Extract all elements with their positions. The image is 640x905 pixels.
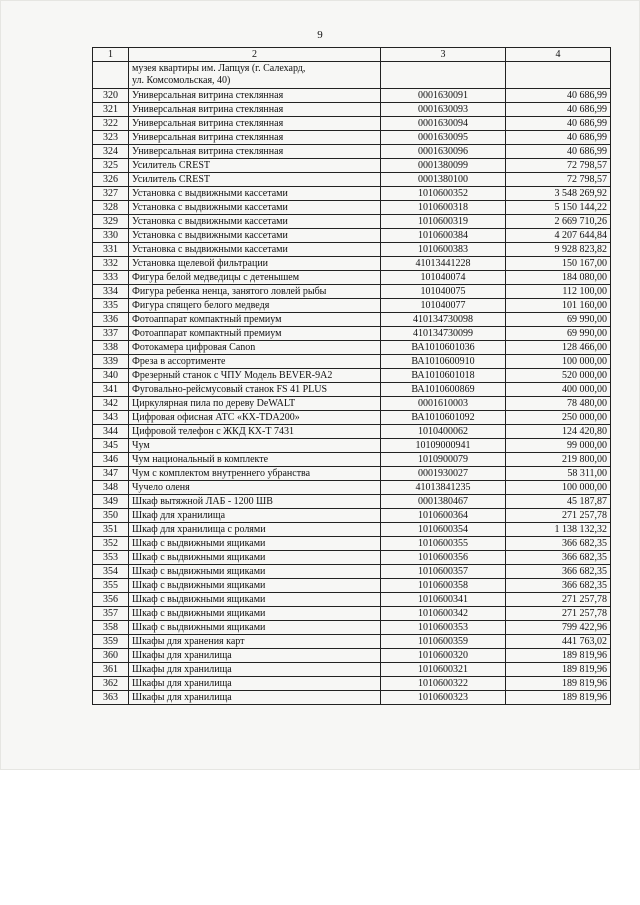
book-value: 9 928 823,82 <box>506 243 611 257</box>
item-name: Шкаф с выдвижными ящиками <box>129 593 381 607</box>
book-value: 69 990,00 <box>506 313 611 327</box>
table-row <box>93 439 611 453</box>
book-value: 184 080,00 <box>506 271 611 285</box>
item-name: Шкаф с выдвижными ящиками <box>129 579 381 593</box>
header-col-4: 4 <box>506 48 611 62</box>
item-name: Цифровой телефон с ЖКД КХ-Т 7431 <box>129 425 381 439</box>
row-number: 328 <box>93 201 129 215</box>
inventory-code: 1010600323 <box>381 691 506 705</box>
table-row <box>93 481 611 495</box>
table-row <box>93 397 611 411</box>
book-value: 366 682,35 <box>506 565 611 579</box>
item-name: Шкафы для хранилища <box>129 677 381 691</box>
inventory-code: 1010600352 <box>381 187 506 201</box>
item-name: Фуговально-рейсмусовый станок FS 41 PLUS <box>129 383 381 397</box>
table-row <box>93 663 611 677</box>
table-row <box>93 537 611 551</box>
item-name: Шкаф с выдвижными ящиками <box>129 537 381 551</box>
item-name: Универсальная витрина стеклянная <box>129 103 381 117</box>
item-name: Универсальная витрина стеклянная <box>129 89 381 103</box>
book-value: 58 311,00 <box>506 467 611 481</box>
item-name: Шкафы для хранилища <box>129 663 381 677</box>
row-number: 362 <box>93 677 129 691</box>
inventory-code: 1010600384 <box>381 229 506 243</box>
inventory-code: 0001630094 <box>381 117 506 131</box>
table-row <box>93 201 611 215</box>
inventory-code: ВА1010600869 <box>381 383 506 397</box>
row-number: 338 <box>93 341 129 355</box>
item-name: Шкафы для хранения карт <box>129 635 381 649</box>
continuation-code-cell <box>381 62 506 89</box>
item-name: Установка с выдвижными кассетами <box>129 215 381 229</box>
table-row <box>93 187 611 201</box>
row-number: 321 <box>93 103 129 117</box>
inventory-code: 1010600355 <box>381 537 506 551</box>
table-row <box>93 635 611 649</box>
table-row <box>93 621 611 635</box>
item-name: Шкафы для хранилища <box>129 649 381 663</box>
table-row <box>93 579 611 593</box>
table-row <box>93 677 611 691</box>
table-row <box>93 495 611 509</box>
row-number: 343 <box>93 411 129 425</box>
row-number: 331 <box>93 243 129 257</box>
book-value: 69 990,00 <box>506 327 611 341</box>
inventory-code: 0001610003 <box>381 397 506 411</box>
book-value: 4 207 644,84 <box>506 229 611 243</box>
table-row <box>93 313 611 327</box>
item-name: Фреза в ассортименте <box>129 355 381 369</box>
book-value: 366 682,35 <box>506 537 611 551</box>
item-name: Фрезерный станок с ЧПУ Модель BEVER-9A2 <box>129 369 381 383</box>
row-number: 349 <box>93 495 129 509</box>
row-number: 323 <box>93 131 129 145</box>
item-name: Фигура белой медведицы с детенышем <box>129 271 381 285</box>
item-name: Установка с выдвижными кассетами <box>129 187 381 201</box>
inventory-code: ВА1010601092 <box>381 411 506 425</box>
table-row <box>93 551 611 565</box>
inventory-code: 10109000941 <box>381 439 506 453</box>
row-number: 352 <box>93 537 129 551</box>
inventory-code: 1010600321 <box>381 663 506 677</box>
table-row <box>93 509 611 523</box>
row-number: 363 <box>93 691 129 705</box>
inventory-code: 101040075 <box>381 285 506 299</box>
inventory-code: 1010600320 <box>381 649 506 663</box>
book-value: 40 686,99 <box>506 131 611 145</box>
book-value: 5 150 144,22 <box>506 201 611 215</box>
table-row <box>93 383 611 397</box>
item-name: Цифровая офисная АТС «КХ-TDA200» <box>129 411 381 425</box>
inventory-code: 0001630093 <box>381 103 506 117</box>
table-row <box>93 89 611 103</box>
book-value: 219 800,00 <box>506 453 611 467</box>
item-name: Чучело оленя <box>129 481 381 495</box>
inventory-code: 0001380467 <box>381 495 506 509</box>
book-value: 189 819,96 <box>506 649 611 663</box>
row-number: 339 <box>93 355 129 369</box>
book-value: 40 686,99 <box>506 145 611 159</box>
book-value: 441 763,02 <box>506 635 611 649</box>
row-number: 334 <box>93 285 129 299</box>
book-value: 128 466,00 <box>506 341 611 355</box>
inventory-code: 1010600322 <box>381 677 506 691</box>
inventory-code: 410134730098 <box>381 313 506 327</box>
row-number: 327 <box>93 187 129 201</box>
header-col-1: 1 <box>93 48 129 62</box>
row-number: 355 <box>93 579 129 593</box>
row-number: 354 <box>93 565 129 579</box>
row-number: 360 <box>93 649 129 663</box>
book-value: 40 686,99 <box>506 103 611 117</box>
book-value: 45 187,87 <box>506 495 611 509</box>
table-header-row <box>93 48 611 62</box>
table-row <box>93 327 611 341</box>
item-name: Фигура ребенка ненца, занятого ловлей рыбы <box>129 285 381 299</box>
table-row <box>93 229 611 243</box>
row-number: 353 <box>93 551 129 565</box>
book-value: 271 257,78 <box>506 593 611 607</box>
row-number: 358 <box>93 621 129 635</box>
table-row <box>93 271 611 285</box>
inventory-code: 0001380099 <box>381 159 506 173</box>
table-row <box>93 159 611 173</box>
row-number: 346 <box>93 453 129 467</box>
row-number: 336 <box>93 313 129 327</box>
item-name: Чум <box>129 439 381 453</box>
inventory-code: 0001930027 <box>381 467 506 481</box>
inventory-code: 1010900079 <box>381 453 506 467</box>
book-value: 72 798,57 <box>506 159 611 173</box>
inventory-code: 0001630095 <box>381 131 506 145</box>
book-value: 150 167,00 <box>506 257 611 271</box>
book-value: 3 548 269,92 <box>506 187 611 201</box>
continuation-line-1: музея квартиры им. Лапцуя (г. Салехард, <box>132 63 306 74</box>
row-number: 329 <box>93 215 129 229</box>
book-value: 189 819,96 <box>506 691 611 705</box>
inventory-table <box>92 47 611 705</box>
book-value: 271 257,78 <box>506 607 611 621</box>
item-name: Шкаф для хранилища <box>129 509 381 523</box>
item-name: Усилитель CREST <box>129 173 381 187</box>
continuation-number-cell <box>93 62 129 89</box>
table-row <box>93 425 611 439</box>
book-value: 100 000,00 <box>506 355 611 369</box>
table-row <box>93 117 611 131</box>
inventory-code: 1010600358 <box>381 579 506 593</box>
table-row <box>93 341 611 355</box>
table-row <box>93 103 611 117</box>
row-number: 332 <box>93 257 129 271</box>
inventory-code: 0001630096 <box>381 145 506 159</box>
row-number: 326 <box>93 173 129 187</box>
row-number: 325 <box>93 159 129 173</box>
row-number: 345 <box>93 439 129 453</box>
book-value: 100 000,00 <box>506 481 611 495</box>
inventory-code: 41013841235 <box>381 481 506 495</box>
table-row <box>93 565 611 579</box>
inventory-code: 410134730099 <box>381 327 506 341</box>
book-value: 40 686,99 <box>506 89 611 103</box>
item-name: Фигура спящего белого медведя <box>129 299 381 313</box>
item-name: Циркулярная пила по дереву DeWALT <box>129 397 381 411</box>
inventory-code: 0001380100 <box>381 173 506 187</box>
inventory-code: 1010600341 <box>381 593 506 607</box>
row-number: 357 <box>93 607 129 621</box>
book-value: 1 138 132,32 <box>506 523 611 537</box>
continuation-value-cell <box>506 62 611 89</box>
book-value: 189 819,96 <box>506 663 611 677</box>
table-row <box>93 299 611 313</box>
item-name: Фотокамера цифровая Canon <box>129 341 381 355</box>
book-value: 112 100,00 <box>506 285 611 299</box>
table-row <box>93 355 611 369</box>
inventory-code: 1010600383 <box>381 243 506 257</box>
inventory-code: 1010600342 <box>381 607 506 621</box>
inventory-code: 1010600354 <box>381 523 506 537</box>
book-value: 2 669 710,26 <box>506 215 611 229</box>
book-value: 366 682,35 <box>506 551 611 565</box>
row-number: 347 <box>93 467 129 481</box>
row-number: 348 <box>93 481 129 495</box>
book-value: 40 686,99 <box>506 117 611 131</box>
book-value: 189 819,96 <box>506 677 611 691</box>
book-value: 400 000,00 <box>506 383 611 397</box>
row-number: 335 <box>93 299 129 313</box>
table-row <box>93 453 611 467</box>
item-name: Установка с выдвижными кассетами <box>129 201 381 215</box>
table-row <box>93 131 611 145</box>
table-row <box>93 215 611 229</box>
row-number: 340 <box>93 369 129 383</box>
row-number: 333 <box>93 271 129 285</box>
page-number: 9 <box>317 29 323 41</box>
item-name: Установка с выдвижными кассетами <box>129 229 381 243</box>
inventory-code: 1010600359 <box>381 635 506 649</box>
item-name: Шкаф с выдвижными ящиками <box>129 551 381 565</box>
table-row <box>93 467 611 481</box>
table-row <box>93 691 611 705</box>
row-number: 351 <box>93 523 129 537</box>
table-row <box>93 411 611 425</box>
item-name: Универсальная витрина стеклянная <box>129 131 381 145</box>
inventory-code: ВА1010600910 <box>381 355 506 369</box>
continuation-line-2: ул. Комсомольская, 40) <box>132 75 231 86</box>
table-row <box>93 257 611 271</box>
item-name: Шкаф для хранилища с ролями <box>129 523 381 537</box>
table-row <box>93 285 611 299</box>
item-name: Универсальная витрина стеклянная <box>129 117 381 131</box>
inventory-code: 1010400062 <box>381 425 506 439</box>
table-row <box>93 369 611 383</box>
row-number: 344 <box>93 425 129 439</box>
book-value: 101 160,00 <box>506 299 611 313</box>
book-value: 99 000,00 <box>506 439 611 453</box>
row-number: 330 <box>93 229 129 243</box>
table-row <box>93 145 611 159</box>
inventory-code: 1010600318 <box>381 201 506 215</box>
book-value: 72 798,57 <box>506 173 611 187</box>
row-number: 356 <box>93 593 129 607</box>
table-row <box>93 243 611 257</box>
inventory-code: ВА1010601018 <box>381 369 506 383</box>
book-value: 799 422,96 <box>506 621 611 635</box>
row-number: 350 <box>93 509 129 523</box>
row-number: 359 <box>93 635 129 649</box>
header-col-3: 3 <box>381 48 506 62</box>
item-name: Усилитель CREST <box>129 159 381 173</box>
inventory-code: 1010600364 <box>381 509 506 523</box>
inventory-code: 101040074 <box>381 271 506 285</box>
book-value: 124 420,80 <box>506 425 611 439</box>
inventory-code: 1010600356 <box>381 551 506 565</box>
inventory-code: 101040077 <box>381 299 506 313</box>
item-name: Шкаф с выдвижными ящиками <box>129 607 381 621</box>
row-number: 337 <box>93 327 129 341</box>
continuation-description <box>129 62 381 89</box>
book-value: 520 000,00 <box>506 369 611 383</box>
row-number: 341 <box>93 383 129 397</box>
item-name: Чум национальный в комплекте <box>129 453 381 467</box>
table-row <box>93 523 611 537</box>
header-col-2: 2 <box>129 48 381 62</box>
row-number: 320 <box>93 89 129 103</box>
inventory-code: ВА1010601036 <box>381 341 506 355</box>
row-number: 322 <box>93 117 129 131</box>
item-name: Шкафы для хранилища <box>129 691 381 705</box>
book-value: 271 257,78 <box>506 509 611 523</box>
item-name: Шкаф с выдвижными ящиками <box>129 565 381 579</box>
table-row <box>93 607 611 621</box>
row-number: 342 <box>93 397 129 411</box>
inventory-code: 1010600357 <box>381 565 506 579</box>
item-name: Установка с выдвижными кассетами <box>129 243 381 257</box>
book-value: 250 000,00 <box>506 411 611 425</box>
table-row <box>93 649 611 663</box>
item-name: Шкаф вытяжной ЛАБ - 1200 ШВ <box>129 495 381 509</box>
table-row <box>93 593 611 607</box>
book-value: 366 682,35 <box>506 579 611 593</box>
inventory-code: 1010600353 <box>381 621 506 635</box>
inventory-code: 41013441228 <box>381 257 506 271</box>
inventory-code: 1010600319 <box>381 215 506 229</box>
item-name: Чум с комплектом внутреннего убранства <box>129 467 381 481</box>
item-name: Фотоаппарат компактный премиум <box>129 313 381 327</box>
item-name: Универсальная витрина стеклянная <box>129 145 381 159</box>
item-name: Шкаф с выдвижными ящиками <box>129 621 381 635</box>
row-number: 361 <box>93 663 129 677</box>
table-row <box>93 173 611 187</box>
row-number: 324 <box>93 145 129 159</box>
continuation-row <box>93 62 611 89</box>
item-name: Установка щелевой фильтрации <box>129 257 381 271</box>
inventory-code: 0001630091 <box>381 89 506 103</box>
book-value: 78 480,00 <box>506 397 611 411</box>
item-name: Фотоаппарат компактный премиум <box>129 327 381 341</box>
